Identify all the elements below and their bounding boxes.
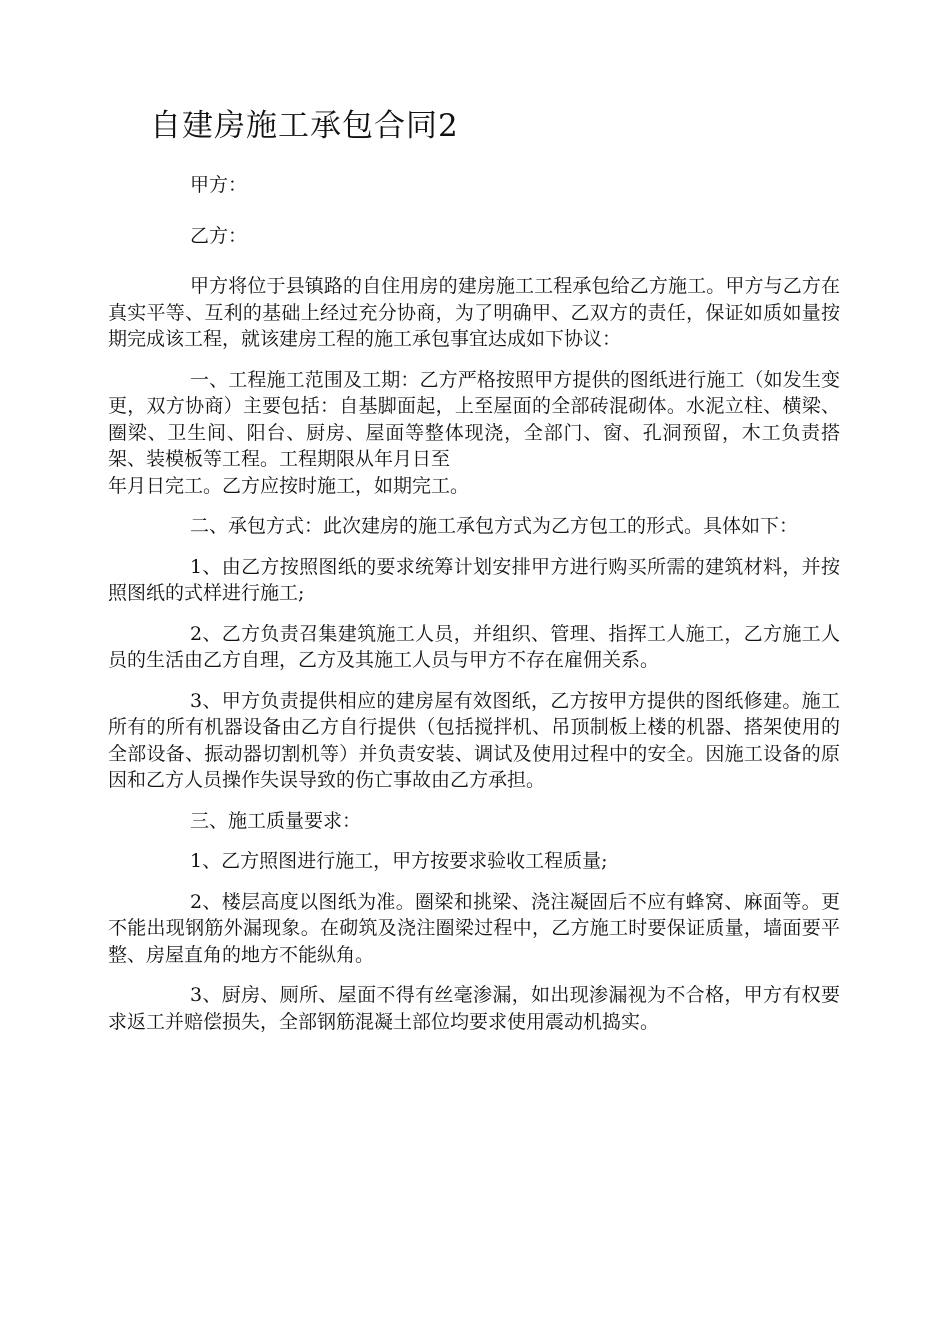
section-3-heading: 三、施工质量要求： bbox=[190, 809, 362, 832]
section-2-item-2: 2、乙方负责召集建筑施工人员，并组织、管理、指挥工人施工，乙方施工人员的生活由乙方自理，乙方及其施工人员与甲方不存在雇佣关系。 bbox=[108, 622, 840, 671]
document-body bbox=[108, 172, 840, 1049]
section-2-item-3: 3、甲方负责提供相应的建房屋有效图纸，乙方按甲方提供的图纸修建。施工所有的所有机器设备由乙方自行提供（包括搅拌机、吊顶制板上楼的机器、搭架使用的全部设备、振动器切割机等）并负责安装、调试及使用过程中的安全。因施工设备的原因和乙方人员操作失误导致的伤亡事故由乙方承担。 bbox=[108, 689, 840, 791]
party-a-label: 甲方： bbox=[190, 174, 248, 196]
party-b-label: 乙方： bbox=[190, 224, 248, 247]
section-3-item-2: 2、楼层高度以图纸为准。圈梁和挑梁、浇注凝固后不应有蜂窝、麻面等。更不能出现钢筋外漏现象。在砌筑及浇注圈梁过程中，乙方施工时要保证质量，墙面要平整、房屋直角的地方不能纵角。 bbox=[108, 890, 840, 966]
section-2-heading-paragraph: 二、承包方式：此次建房的施工承包方式为乙方包工的形式。具体如下： bbox=[190, 515, 799, 537]
section-1-scope-paragraph: 一、工程施工范围及工期：乙方严格按照甲方提供的图纸进行施工（如发生变更，双方协商）主要包括：自基脚面起，上至屋面的全部砖混砌体。水泥立柱、横梁、圈梁、卫生间、阳台、厨房、屋面等整体现浇，全部门、窗、孔洞预留，木工负责搭架、装模板等工程。工程期限从年月日至 bbox=[108, 368, 840, 470]
intro-paragraph: 甲方将位于县镇路的自住用房的建房施工工程承包给乙方施工。甲方与乙方在真实平等、互利的基础上经过充分协商，为了明确甲、乙双方的责任，保证如质如量按期完成该工程，就该建房工程的施工承包事宜达成如下协议： bbox=[108, 275, 840, 350]
document-title: 自建房施工承包合同2 bbox=[150, 108, 459, 144]
section-1-completion-paragraph: 年月日完工。乙方应按时施工，如期完工。 bbox=[108, 474, 470, 497]
section-2-item-1: 1、由乙方按照图纸的要求统筹计划安排甲方进行购买所需的建筑材料，并按照图纸的式样进行施工; bbox=[108, 555, 840, 604]
section-3-item-3: 3、厨房、厕所、屋面不得有丝毫渗漏，如出现渗漏视为不合格，甲方有权要求返工并赔偿损失，全部钢筋混凝土部位均要求使用震动机捣实。 bbox=[108, 984, 840, 1033]
section-3-item-1: 1、乙方照图进行施工，甲方按要求验收工程质量; bbox=[190, 850, 608, 872]
